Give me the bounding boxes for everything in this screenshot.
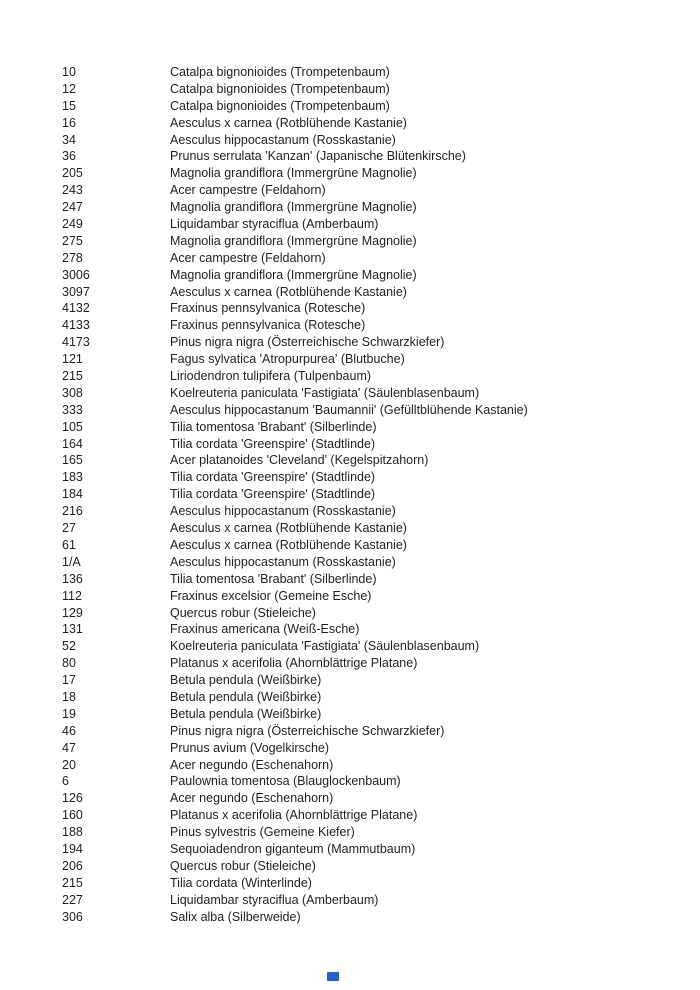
tree-name: Pinus nigra nigra (Österreichische Schwarzkiefer)	[170, 335, 445, 350]
list-item	[62, 689, 680, 706]
tree-name: Catalpa bignonioides (Trompetenbaum)	[170, 98, 390, 113]
tree-id: 183	[62, 470, 83, 485]
tree-name: Koelreuteria paniculata 'Fastigiata' (Säulenblasenbaum)	[170, 639, 480, 654]
tree-id: 80	[62, 656, 76, 671]
tree-name: Sequoiadendron giganteum (Mammutbaum)	[170, 841, 416, 856]
tree-id: 333	[62, 402, 83, 417]
tree-name: Acer negundo (Eschenahorn)	[170, 791, 334, 806]
list-item	[62, 655, 680, 672]
tree-name: Aesculus x carnea (Rotblühende Kastanie)	[170, 284, 407, 299]
tree-name: Acer campestre (Feldahorn)	[170, 250, 326, 265]
list-item	[62, 875, 680, 892]
tree-id: 18	[62, 689, 76, 704]
list-item	[62, 132, 680, 149]
tree-id: 12	[62, 81, 76, 96]
tree-id: 6	[62, 774, 69, 789]
tree-id: 249	[62, 217, 83, 232]
tree-id: 4173	[62, 335, 90, 350]
tree-name: Tilia cordata (Winterlinde)	[170, 875, 312, 890]
tree-name: Aesculus hippocastanum (Rosskastanie)	[170, 132, 396, 147]
tree-id: 205	[62, 166, 83, 181]
tree-name: Aesculus x carnea (Rotblühende Kastanie)	[170, 537, 407, 552]
list-item	[62, 554, 680, 571]
list-item	[62, 452, 680, 469]
list-item	[62, 841, 680, 858]
footer-marker[interactable]	[327, 972, 339, 981]
tree-name: Tilia cordata 'Greenspire' (Stadtlinde)	[170, 436, 376, 451]
list-item	[62, 81, 680, 98]
tree-name: Platanus x acerifolia (Ahornblättrige Platane)	[170, 808, 418, 823]
list-item	[62, 419, 680, 436]
tree-id: 4133	[62, 318, 90, 333]
tree-name: Betula pendula (Weißbirke)	[170, 689, 322, 704]
tree-id: 164	[62, 436, 83, 451]
tree-name: Liquidambar styraciflua (Amberbaum)	[170, 217, 379, 232]
tree-name: Liriodendron tulipifera (Tulpenbaum)	[170, 369, 372, 384]
tree-name: Betula pendula (Weißbirke)	[170, 673, 322, 688]
tree-name: Tilia cordata 'Greenspire' (Stadtlinde)	[170, 470, 376, 485]
list-item	[62, 334, 680, 351]
tree-id: 215	[62, 875, 83, 890]
tree-id: 278	[62, 250, 83, 265]
list-item	[62, 233, 680, 250]
tree-name: Pinus sylvestris (Gemeine Kiefer)	[170, 825, 355, 840]
list-item	[62, 300, 680, 317]
tree-id: 206	[62, 858, 83, 873]
tree-id: 20	[62, 757, 76, 772]
tree-name: Fraxinus pennsylvanica (Rotesche)	[170, 301, 366, 316]
tree-name: Aesculus hippocastanum 'Baumannii' (Gefülltblühende Kastanie)	[170, 402, 528, 417]
list-item	[62, 824, 680, 841]
tree-id: 308	[62, 385, 83, 400]
tree-name: Quercus robur (Stieleiche)	[170, 858, 316, 873]
list-item	[62, 148, 680, 165]
tree-name: Betula pendula (Weißbirke)	[170, 706, 322, 721]
tree-id: 188	[62, 825, 83, 840]
tree-name: Magnolia grandiflora (Immergrüne Magnolie)	[170, 233, 417, 248]
tree-id: 184	[62, 487, 83, 502]
tree-id: 216	[62, 504, 83, 519]
tree-name: Koelreuteria paniculata 'Fastigiata' (Säulenblasenbaum)	[170, 385, 480, 400]
tree-id: 131	[62, 622, 83, 637]
tree-name: Prunus serrulata 'Kanzan' (Japanische Blütenkirsche)	[170, 149, 466, 164]
tree-id: 227	[62, 892, 83, 907]
tree-id: 129	[62, 605, 83, 620]
tree-name: Catalpa bignonioides (Trompetenbaum)	[170, 65, 390, 79]
tree-id: 136	[62, 571, 83, 586]
tree-id: 105	[62, 419, 83, 434]
tree-name: Paulownia tomentosa (Blauglockenbaum)	[170, 774, 401, 789]
list-item	[62, 571, 680, 588]
list-item	[62, 469, 680, 486]
tree-name: Catalpa bignonioides (Trompetenbaum)	[170, 81, 390, 96]
list-item	[62, 368, 680, 385]
list-item	[62, 267, 680, 284]
list-item	[62, 621, 680, 638]
list-item	[62, 165, 680, 182]
list-item	[62, 909, 680, 926]
tree-id: 47	[62, 740, 76, 755]
list-item	[62, 402, 680, 419]
tree-name: Aesculus hippocastanum (Rosskastanie)	[170, 554, 396, 569]
tree-name: Liquidambar styraciflua (Amberbaum)	[170, 892, 379, 907]
tree-id: 61	[62, 537, 76, 552]
list-item	[62, 638, 680, 655]
tree-name: Magnolia grandiflora (Immergrüne Magnolie)	[170, 267, 417, 282]
list-item	[62, 807, 680, 824]
tree-id: 4132	[62, 301, 90, 316]
tree-id: 194	[62, 841, 83, 856]
tree-id: 121	[62, 352, 83, 367]
list-item	[62, 588, 680, 605]
list-item	[62, 773, 680, 790]
tree-id: 27	[62, 521, 76, 536]
list-item	[62, 436, 680, 453]
list-item	[62, 115, 680, 132]
list-item	[62, 503, 680, 520]
tree-list	[62, 64, 680, 925]
tree-name: Fraxinus excelsior (Gemeine Esche)	[170, 588, 372, 603]
tree-name: Aesculus hippocastanum (Rosskastanie)	[170, 504, 396, 519]
list-item	[62, 537, 680, 554]
list-item	[62, 486, 680, 503]
tree-name: Aesculus x carnea (Rotblühende Kastanie)	[170, 115, 407, 130]
list-item	[62, 216, 680, 233]
tree-name: Magnolia grandiflora (Immergrüne Magnolie)	[170, 200, 417, 215]
list-item	[62, 790, 680, 807]
list-item	[62, 892, 680, 909]
tree-name: Tilia tomentosa 'Brabant' (Silberlinde)	[170, 419, 377, 434]
list-item	[62, 250, 680, 267]
tree-id: 126	[62, 791, 83, 806]
tree-id: 17	[62, 673, 76, 688]
tree-id: 10	[62, 65, 76, 79]
tree-name: Acer platanoides 'Cleveland' (Kegelspitzahorn)	[170, 453, 429, 468]
tree-id: 34	[62, 132, 76, 147]
list-item	[62, 858, 680, 875]
tree-id: 160	[62, 808, 83, 823]
tree-id: 112	[62, 588, 82, 603]
list-item	[62, 98, 680, 115]
tree-name: Quercus robur (Stieleiche)	[170, 605, 316, 620]
tree-name: Prunus avium (Vogelkirsche)	[170, 740, 330, 755]
tree-name: Acer campestre (Feldahorn)	[170, 183, 326, 198]
tree-name: Magnolia grandiflora (Immergrüne Magnolie)	[170, 166, 417, 181]
tree-name: Tilia cordata 'Greenspire' (Stadtlinde)	[170, 487, 376, 502]
tree-name: Tilia tomentosa 'Brabant' (Silberlinde)	[170, 571, 377, 586]
tree-id: 243	[62, 183, 83, 198]
list-item	[62, 757, 680, 774]
tree-id: 247	[62, 200, 83, 215]
tree-name: Platanus x acerifolia (Ahornblättrige Platane)	[170, 656, 418, 671]
list-item	[62, 284, 680, 301]
list-item	[62, 64, 680, 81]
tree-name: Fraxinus pennsylvanica (Rotesche)	[170, 318, 366, 333]
tree-name: Pinus nigra nigra (Österreichische Schwarzkiefer)	[170, 723, 445, 738]
tree-id: 215	[62, 369, 83, 384]
tree-id: 36	[62, 149, 76, 164]
tree-id: 1/A	[62, 554, 81, 569]
tree-id: 16	[62, 115, 76, 130]
list-item	[62, 351, 680, 368]
tree-id: 3006	[62, 267, 90, 282]
list-item	[62, 706, 680, 723]
tree-name: Aesculus x carnea (Rotblühende Kastanie)	[170, 521, 407, 536]
list-item	[62, 317, 680, 334]
tree-id: 306	[62, 909, 83, 924]
list-item	[62, 199, 680, 216]
tree-id: 46	[62, 723, 76, 738]
list-item	[62, 723, 680, 740]
tree-id: 165	[62, 453, 83, 468]
tree-name: Fraxinus americana (Weiß-Esche)	[170, 622, 360, 637]
tree-id: 3097	[62, 284, 90, 299]
tree-id: 19	[62, 706, 76, 721]
tree-name: Fagus sylvatica 'Atropurpurea' (Blutbuche)	[170, 352, 405, 367]
tree-id: 15	[62, 98, 76, 113]
list-item	[62, 672, 680, 689]
list-item	[62, 740, 680, 757]
list-item	[62, 605, 680, 622]
tree-name: Acer negundo (Eschenahorn)	[170, 757, 334, 772]
list-item	[62, 520, 680, 537]
tree-name: Salix alba (Silberweide)	[170, 909, 301, 924]
list-item	[62, 385, 680, 402]
tree-id: 275	[62, 233, 83, 248]
tree-id: 52	[62, 639, 76, 654]
list-item	[62, 182, 680, 199]
